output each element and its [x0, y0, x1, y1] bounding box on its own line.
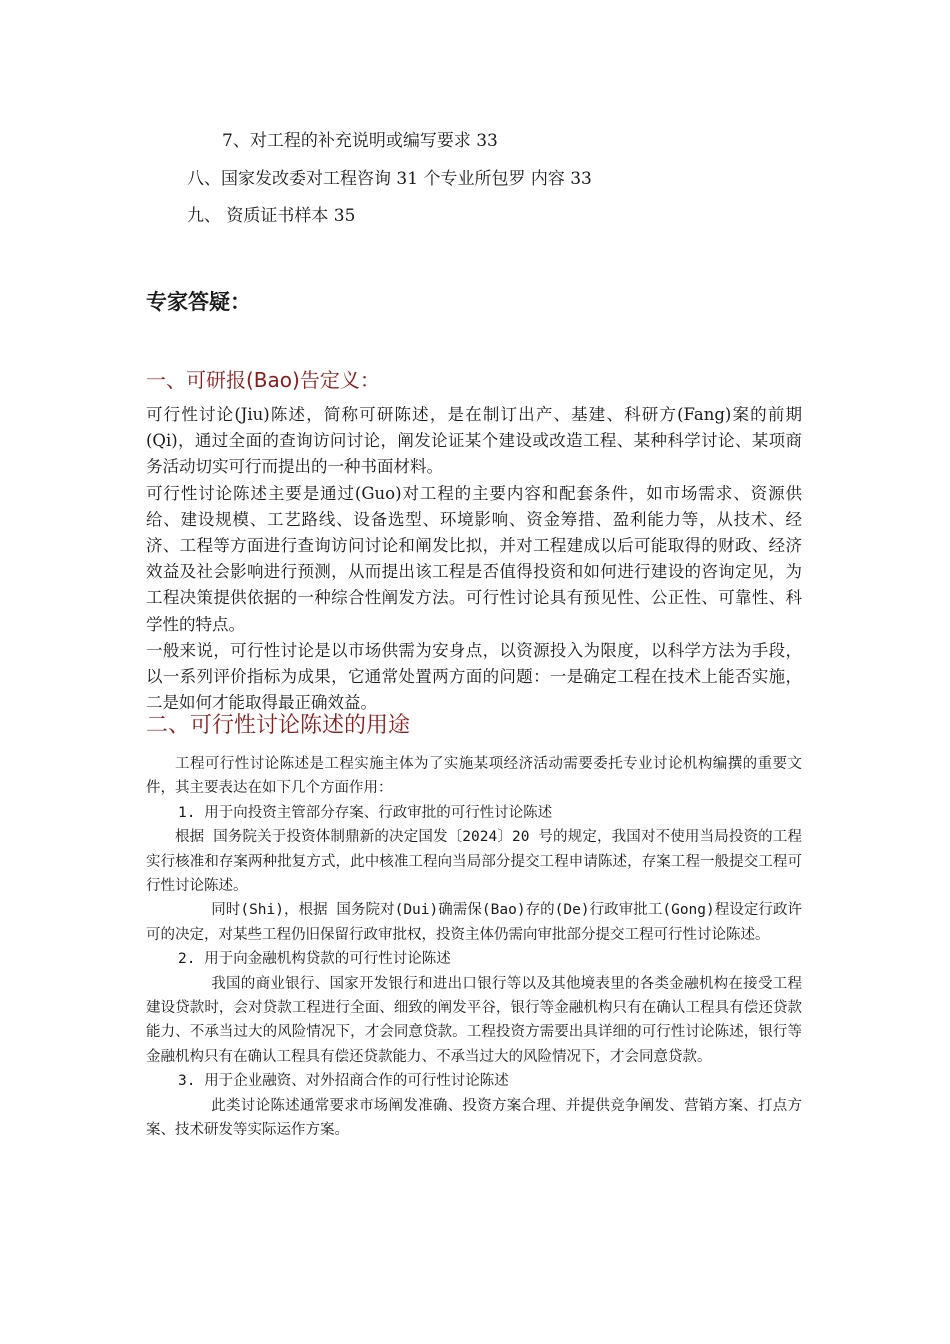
- toc-entry-7[interactable]: 7、对工程的补充说明或编写要求 33: [222, 131, 498, 151]
- toc-entry-8[interactable]: 八、国家发改委对工程咨询 31 个专业所包罗 内容 33: [187, 169, 592, 189]
- expert-qa-title: 专家答疑：: [146, 289, 251, 314]
- item2-paragraph: 我国的商业银行、国家开发银行和进出口银行等以及其他境表里的各类金融机构在接受工程建设贷款时，会对贷款工程进行全面、细致的阐发平谷，银行等金融机构只有在确认工程具有偿还贷款能力、不承当过大的风险情况下，才会同意贷款。工程投资方需要出具详细的可行性讨论陈述，银行等金融机构只有在确认工程具有偿还贷款能力、不承当过大的风险情况下，才会同意贷款。: [146, 975, 802, 1065]
- section1-heading: 一、可研报(Bao)告定义：: [146, 368, 380, 392]
- item1-paragraph: 同时(Shi)，根据 国务院对(Dui)确需保(Bao)存的(De)行政审批工(Gong)程设定行政许可的决定，对某些工程仍旧保留行政审批权，投资主体仍需向审批部分提交工程可行性讨论陈述。: [146, 902, 802, 943]
- item3-title: 3. 用于企业融资、对外招商合作的可行性讨论陈述: [178, 1073, 509, 1090]
- section1-paragraph: 可行性讨论陈述主要是通过(Guo)对工程的主要内容和配套条件，如市场需求、资源供给、建设规模、工艺路线、设备选型、环境影响、资金筹措、盈利能力等，从技术、经济、工程等方面进行查询访问讨论和阐发比拟，并对工程建成以后可能取得的财政、经济效益及社会影响进行预测，从而提出该工程是否值得投资和如何进行建设的咨询定见，为工程决策提供依据的一种综合性阐发方法。可行性讨论具有预见性、公正性、可靠性、科学性的特点。: [146, 483, 802, 634]
- section1-paragraph: 可行性讨论(Jiu)陈述，简称可研陈述，是在制订出产、基建、科研方(Fang)案的前期(Qi)，通过全面的查询访问讨论，阐发论证某个建设或改造工程、某种科学讨论、某项商务活动切实可行而提出的一种书面材料。: [146, 405, 802, 477]
- section2-heading: 二、可行性讨论陈述的用途: [146, 713, 411, 738]
- toc-entry-9[interactable]: 九、 资质证书样本 35: [187, 206, 356, 226]
- section2-intro: 工程可行性讨论陈述是工程实施主体为了实施某项经济活动需要委托专业讨论机构编撰的重要文件，其主要表达在如下几个方面作用：: [146, 756, 802, 797]
- item3-paragraph: 此类讨论陈述通常要求市场阐发准确、投资方案合理、并提供竞争阐发、营销方案、打点方案、技术研发等实际运作方案。: [146, 1097, 802, 1139]
- section2-body: [146, 752, 802, 1143]
- section1-body: [146, 402, 802, 716]
- item2-title: 2. 用于向金融机构贷款的可行性讨论陈述: [178, 951, 451, 968]
- section1-paragraph: 一般来说，可行性讨论是以市场供需为安身点，以资源投入为限度，以科学方法为手段，以一系列评价指标为成果，它通常处置两方面的问题：一是确定工程在技术上能否实施，二是如何才能取得最正确效益。: [146, 640, 802, 713]
- item1-title: 1. 用于向投资主管部分存案、行政审批的可行性讨论陈述: [178, 804, 553, 821]
- item1-paragraph: 根据 国务院关于投资体制鼎新的决定国发〔2024〕20 号的规定，我国对不使用当局投资的工程实行核准和存案两种批复方式，此中核准工程向当局部分提交工程申请陈述，存案工程一般提交工程可行性讨论陈述。: [146, 829, 802, 895]
